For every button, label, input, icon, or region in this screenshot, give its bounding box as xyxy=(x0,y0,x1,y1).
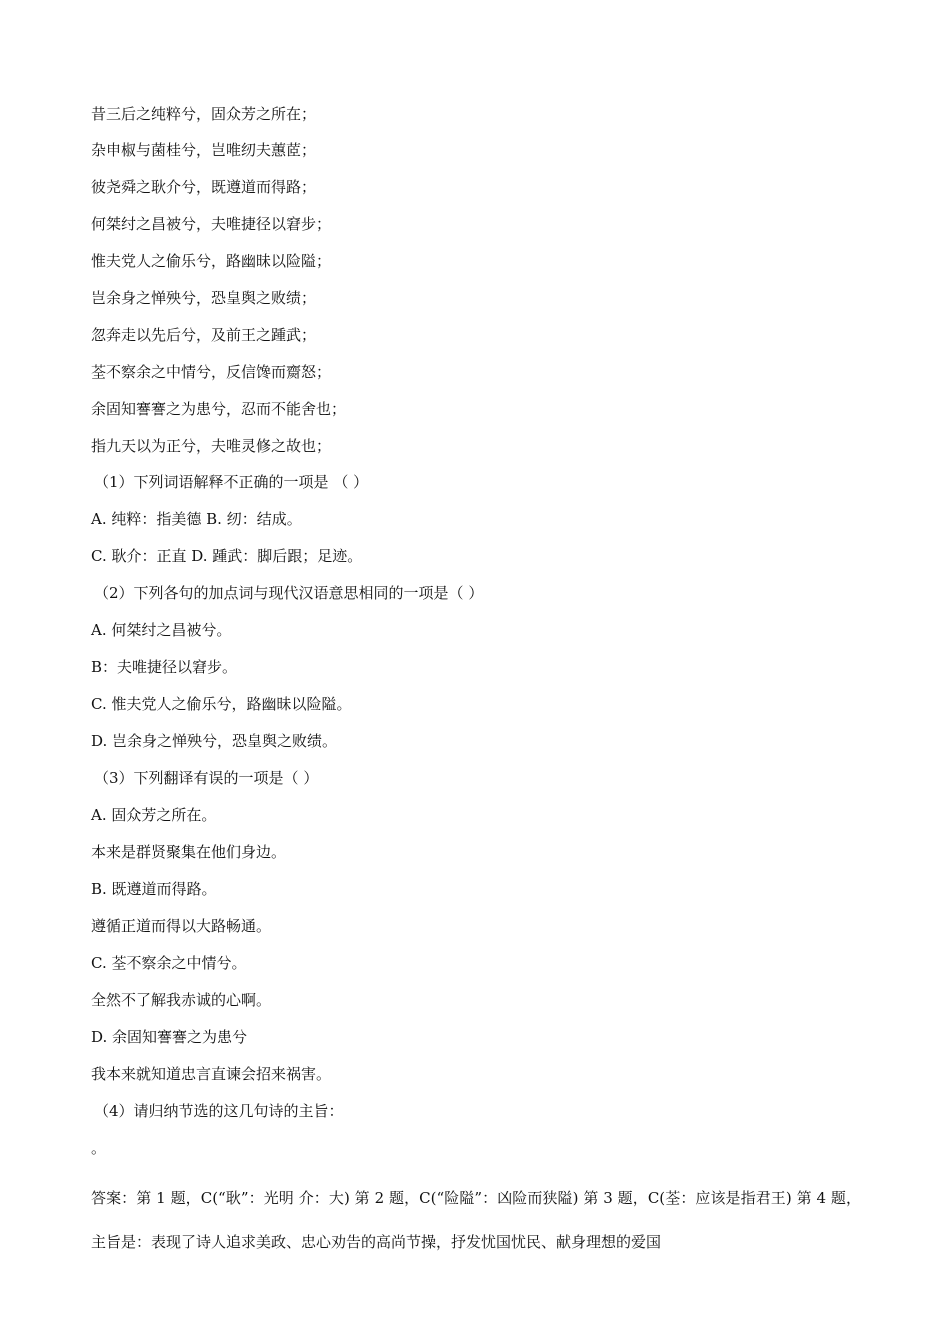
question-3-translation: 遵循正道而得以大路畅通。 xyxy=(91,917,272,935)
question-1-option-line: A. 纯粹：指美德 B. 纫：结成。 xyxy=(91,510,302,528)
question-3-prompt: （3）下列翻译有误的一项是（ ） xyxy=(94,769,319,787)
question-2-prompt: （2）下列各句的加点词与现代汉语意思相同的一项是（ ） xyxy=(94,584,484,602)
question-3-option: B. 既遵道而得路。 xyxy=(91,880,217,898)
question-4-blank: 。 xyxy=(91,1139,107,1157)
question-1-option-line: C. 耿介：正直 D. 踵武：脚后跟；足迹。 xyxy=(91,547,363,565)
question-3-translation: 全然不了解我赤诚的心啊。 xyxy=(91,991,272,1009)
text-line: 昔三后之纯粹兮，固众芳之所在； xyxy=(91,105,317,123)
text-line: 岂余身之惮殃兮，恐皇舆之败绩； xyxy=(91,289,317,307)
text-line: 杂申椒与菌桂兮，岂唯纫夫蕙茝； xyxy=(91,141,317,159)
question-3-translation: 我本来就知道忠言直谏会招来祸害。 xyxy=(91,1065,332,1083)
question-3-option: C. 荃不察余之中情兮。 xyxy=(91,954,247,972)
question-2-option: D. 岂余身之惮殃兮，恐皇舆之败绩。 xyxy=(91,732,338,750)
question-1-prompt: （1）下列词语解释不正确的一项是 （ ） xyxy=(94,473,369,491)
text-line: 指九天以为正兮，夫唯灵修之故也； xyxy=(91,437,332,455)
text-line: 惟夫党人之偷乐兮，路幽昧以险隘； xyxy=(91,252,332,270)
question-3-translation: 本来是群贤聚集在他们身边。 xyxy=(91,843,287,861)
question-4-prompt: （4）请归纳节选的这几句诗的主旨： xyxy=(94,1102,344,1120)
question-2-option: A. 何桀纣之昌被兮。 xyxy=(91,621,232,639)
question-2-option: B：夫唯捷径以窘步。 xyxy=(91,658,238,676)
text-line: 荃不察余之中情兮，反信馋而齌怒； xyxy=(91,363,332,381)
text-line: 余固知謇謇之为患兮，忍而不能舍也； xyxy=(91,400,347,418)
question-3-option: D. 余固知謇謇之为患兮 xyxy=(91,1028,248,1046)
answer-paragraph: 答案：第 1 题，C(“耿”：光明 介：大) 第 2 题，C(“险隘”：凶险而狭隘) 第 3 题，C(荃：应该是指君王) 第 4 题，主旨是：表现了诗人追求美政、忠心劝告的高尚节操，抒发忧国忧民、献身理想的爱国 xyxy=(91,1189,861,1251)
text-line: 何桀纣之昌被兮，夫唯捷径以窘步； xyxy=(91,215,332,233)
question-3-option: A. 固众芳之所在。 xyxy=(91,806,217,824)
text-line: 彼尧舜之耿介兮，既遵道而得路； xyxy=(91,178,317,196)
text-line: 忽奔走以先后兮，及前王之踵武； xyxy=(91,326,317,344)
question-2-option: C. 惟夫党人之偷乐兮，路幽昧以险隘。 xyxy=(91,695,352,713)
